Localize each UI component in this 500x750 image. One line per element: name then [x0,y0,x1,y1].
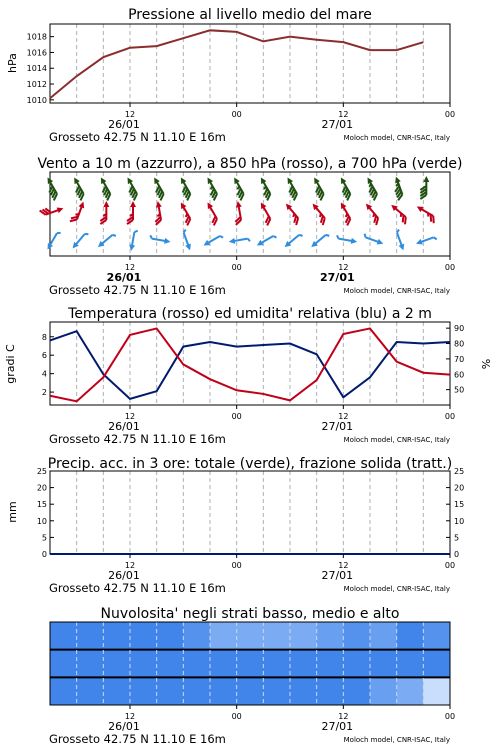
model-credit: Moloch model, CNR-ISAC, Italy [343,287,450,295]
station-info: Grosseto 42.75 N 11.10 E 16m [49,432,226,446]
chart-title: Vento a 10 m (azzurro), a 850 hPa (rosso), a 700 hPa (verde) [37,156,463,172]
x-date-label: 26/01 [108,720,140,733]
x-tick-label: 00 [444,263,456,272]
barb-arrowhead [45,176,53,184]
cloud-cell [423,650,450,678]
x-tick-label: 00 [231,263,242,272]
x-tick-label: 12 [338,412,349,421]
cloud-cell [237,677,264,705]
wind-barb [361,202,383,225]
wind-barb [309,176,328,200]
wind-barb [256,201,275,225]
x-date-label: 26/01 [108,569,140,582]
cloud-cell [183,677,210,705]
barb-arrowhead [128,244,135,251]
barb-arrowhead [205,201,213,209]
x-tick-label: 12 [338,561,349,570]
cloud-cell [130,677,157,705]
cloud-cell [237,650,264,678]
wind-barb [282,176,301,200]
barb-arrowhead [79,201,87,209]
barb-arrowhead [351,238,358,245]
barb-arrowhead [423,176,429,182]
barb-arrowhead [312,176,320,184]
station-info: Grosseto 42.75 N 11.10 E 16m [49,130,226,144]
station-info: Grosseto 42.75 N 11.10 E 16m [49,283,226,297]
barb-arrowhead [399,244,407,252]
y-axis-label-right: % [480,358,493,370]
barb-arrowhead [57,205,65,213]
barb-arrowhead [232,176,240,184]
x-date-label: 26/01 [108,118,140,131]
x-tick-label: 00 [231,110,242,119]
barb-arrowhead [377,239,385,247]
cloud-cell [343,622,370,650]
wind-barb [255,232,276,248]
barb-arrowhead [258,201,266,209]
chart-title: Pressione al livello medio del mare [128,7,372,23]
barb-arrowhead [365,176,373,184]
wind-barb [228,235,250,245]
model-credit: Moloch model, CNR-ISAC, Italy [343,134,450,142]
y-tick-label-right: 0 [454,550,460,559]
barb-arrowhead [103,201,109,207]
y-tick-label: 0 [41,550,47,559]
barb-arrowhead [235,201,242,208]
cloud-cell [103,677,130,705]
barb-arrowhead [178,201,186,209]
cloud-cell [50,677,77,705]
cloud-cell [423,622,450,650]
x-tick-label: 00 [231,712,242,721]
barb-arrowhead [205,176,213,184]
barb-half-flag [150,235,152,238]
x-date-label: 26/01 [106,271,142,284]
wind-barb [414,204,438,223]
barb-half-flag [85,232,89,235]
barb-arrowhead [45,243,53,251]
wind-barb [336,176,355,200]
barb-half-flag [299,234,302,238]
y-tick-label: 1014 [26,64,47,74]
y-tick-label-right: 15 [454,500,465,510]
barb-arrowhead [98,176,106,184]
y-tick-label-right: 25 [454,467,465,476]
cloud-cell [290,650,317,678]
barb-half-flag [134,230,137,232]
x-date-label: 26/01 [108,420,140,433]
temperature-line [50,328,450,401]
barb-arrowhead [155,201,162,208]
y-tick-label-right: 5 [454,533,460,543]
cloud-cell [210,650,237,678]
barb-arrowhead [152,176,160,184]
barb-arrowhead [228,238,235,245]
barb-half-flag [326,234,329,238]
wind-barb [128,230,138,252]
y-tick-label: 15 [36,500,47,510]
model-credit: Moloch model, CNR-ISAC, Italy [343,436,450,444]
wind-barb [309,231,329,249]
cloud-cell [77,677,104,705]
x-tick-label: 00 [444,412,456,421]
cloud-cell [317,622,344,650]
x-tick-label: 12 [124,712,136,721]
y-tick-label: 1012 [26,80,47,90]
y-tick-label-right: 50 [454,385,465,395]
wind-barb [232,201,245,225]
y-tick-label: 8 [41,332,47,342]
barb-arrowhead [72,176,80,184]
wind-barb [70,200,86,225]
cloud-cell [183,650,210,678]
y-tick-label-right: 60 [454,370,465,380]
x-date-label: 27/01 [321,720,354,733]
cloud-cell [397,677,424,705]
y-tick-label: 4 [41,369,47,379]
wind-barb [415,234,437,247]
y-axis-label: hPa [6,53,19,73]
y-tick-label: 10 [36,516,47,526]
x-tick-label: 12 [338,110,349,119]
wind-barb [100,201,109,224]
wind-barb [127,201,136,224]
cloud-cell [317,677,344,705]
cloud-cell [77,622,104,650]
y-tick-label-right: 70 [454,354,465,364]
barb-arrowhead [285,176,293,184]
barb-arrowhead [178,176,186,184]
cloud-cell [370,650,397,678]
cloud-cell [343,677,370,705]
wind-barb [336,201,355,225]
wind-barb [176,201,195,225]
wind-barb [229,176,248,200]
y-tick-label: 6 [41,351,47,361]
barb-arrowhead [202,240,210,248]
cloud-cell [237,622,264,650]
cloud-cell [130,622,157,650]
barb-arrowhead [130,201,136,207]
barb-half-flag [273,235,276,239]
x-date-label: 27/01 [321,569,354,582]
y-tick-label-right: 20 [454,483,465,493]
y-tick-label: 2 [41,388,47,398]
cloud-cell [263,650,290,678]
x-tick-label: 12 [124,412,136,421]
cloud-cell [397,622,424,650]
cloud-cell [343,650,370,678]
barb-arrowhead [415,239,423,247]
wind-barb [45,230,61,251]
wind-barb [281,202,303,225]
barb-arrowhead [255,240,263,248]
cloud-cell [103,650,130,678]
model-credit: Moloch model, CNR-ISAC, Italy [343,585,450,593]
precipitation-plot-area [50,471,450,554]
y-tick-label: 25 [36,467,47,476]
y-tick-label: 1010 [26,95,47,105]
x-tick-label: 00 [444,712,456,721]
wind-barb [152,201,165,225]
chart-title: Nuvolosita' negli strati basso, medio e alto [100,606,400,622]
cloud-cell [183,622,210,650]
y-tick-label: 1016 [26,48,47,58]
barb-arrowhead [258,176,266,184]
y-tick-label: 5 [41,533,47,543]
wind-barb [420,176,429,199]
x-tick-label: 00 [231,412,242,421]
wind-plot-area [50,172,450,256]
wind-barb [390,176,406,201]
y-axis-label: mm [6,501,19,523]
wind-barb [362,176,381,200]
cloud-cell [317,650,344,678]
wind-barb [308,202,330,225]
barb-arrowhead [338,201,346,209]
barb-half-flag [336,235,338,238]
cloud-cell [210,677,237,705]
wind-barb [40,203,65,219]
wind-barb [149,235,171,245]
cloud-cell [263,677,290,705]
y-tick-label-right: 80 [454,339,465,349]
barb-half-flag [112,234,115,238]
wind-barb [387,203,410,225]
x-tick-label: 12 [338,263,349,272]
cloud-cell [157,650,184,678]
wind-barb [202,176,221,200]
wind-barb [96,231,116,249]
chart-title: Temperatura (rosso) ed umidita' relativa (blu) a 2 m [68,306,432,322]
x-tick-label: 12 [124,561,136,570]
wind-barb [202,232,223,248]
x-tick-label: 12 [338,712,349,721]
x-tick-label: 00 [444,110,456,119]
wind-barb [69,176,88,200]
wind-barb [122,176,141,200]
y-tick-label: 20 [36,483,47,493]
wind-barb [256,176,275,200]
x-date-label: 27/01 [321,420,354,433]
barb-half-flag [364,234,367,238]
cloud-cell [370,677,397,705]
wind-barb [42,176,61,200]
wind-barb [176,176,195,200]
x-date-label: 27/01 [320,271,355,284]
cloud-cell [397,650,424,678]
station-info: Grosseto 42.75 N 11.10 E 16m [49,581,226,595]
cloud-cell [210,622,237,650]
barb-half-flag [220,235,223,239]
y-axis-label: gradi C [4,344,17,384]
y-tick-label: 1018 [26,32,47,42]
wind-barb [336,235,358,245]
x-tick-label: 00 [231,561,242,570]
barb-arrowhead [185,244,193,252]
wind-barb [202,201,221,225]
cloud-cell [157,622,184,650]
cloud-cell [290,622,317,650]
cloud-cell [50,650,77,678]
cloud-cell [77,650,104,678]
model-credit: Moloch model, CNR-ISAC, Italy [343,736,450,744]
chart-title: Precip. acc. in 3 ore: totale (verde), frazione solida (tratt.) [47,456,453,472]
barb-half-flag [248,238,250,241]
wind-barb [363,234,385,247]
wind-barb [180,230,193,252]
wind-barb [393,230,406,252]
cloud-cell [290,677,317,705]
cloud-cell [50,622,77,650]
cloud-cell [103,622,130,650]
x-tick-label: 12 [124,263,136,272]
wind-barb [96,176,115,200]
wind-barb [149,176,168,200]
barb-arrowhead [415,204,423,212]
wind-barb [283,231,303,249]
x-tick-label: 00 [444,561,456,570]
barb-arrowhead [164,238,171,245]
wind-barb [70,230,88,250]
barb-arrowhead [393,176,401,184]
barb-arrowhead [338,176,346,184]
cloud-cell [130,650,157,678]
barb-half-flag [434,237,437,241]
x-tick-label: 12 [124,110,136,119]
cloud-cell [263,622,290,650]
x-date-label: 27/01 [321,118,354,131]
y-tick-label-right: 90 [454,324,465,334]
barb-arrowhead [125,176,133,184]
y-tick-label-right: 10 [454,516,465,526]
cloud-cell [370,622,397,650]
station-info: Grosseto 42.75 N 11.10 E 16m [49,732,226,746]
cloud-cell [157,677,184,705]
cloud-cell [423,677,450,705]
